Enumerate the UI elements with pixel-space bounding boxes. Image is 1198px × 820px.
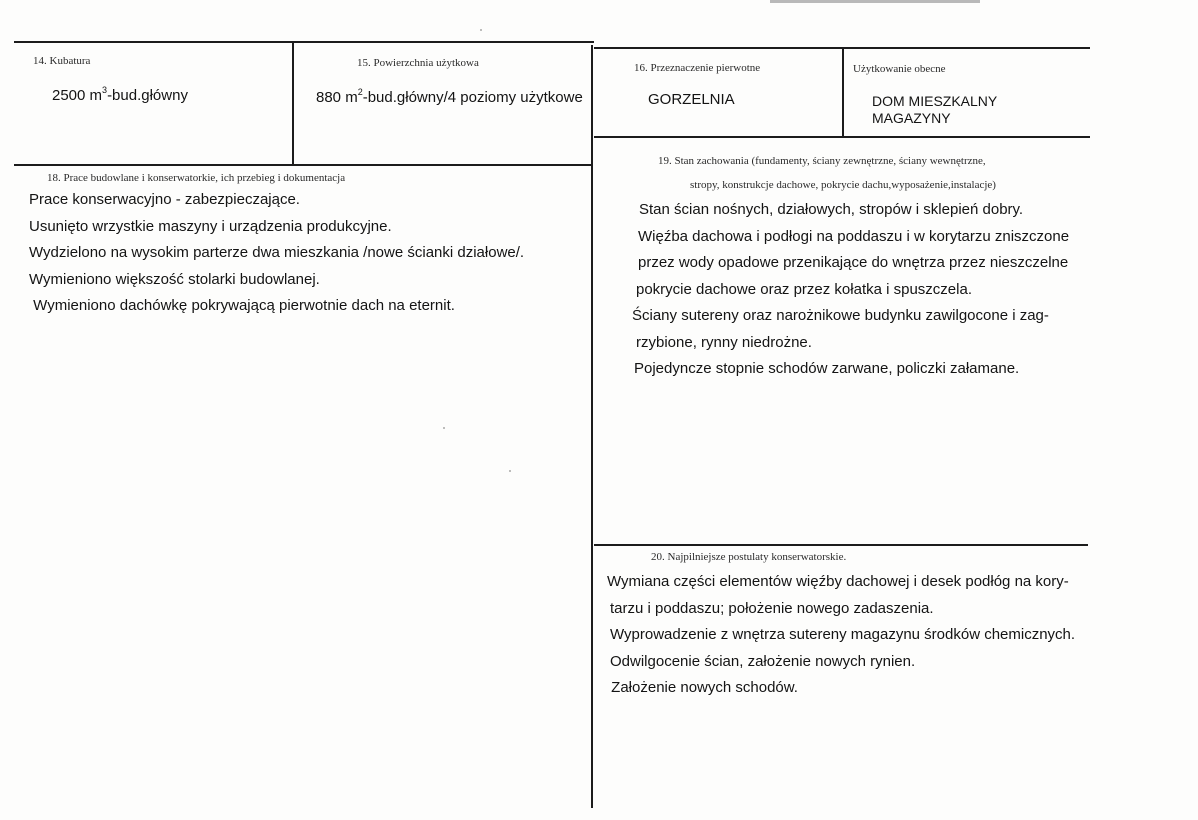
scan-speck bbox=[509, 470, 511, 472]
text-line: Założenie nowych schodów. bbox=[607, 679, 798, 696]
text-line: Odwilgocenie ścian, założenie nowych rynien. bbox=[610, 652, 916, 670]
main-divider bbox=[591, 45, 593, 808]
stan-label-line2: stropy, konstrukcje dachowe, pokrycie dachu,wyposażenie,instalacje) bbox=[690, 179, 996, 191]
prace-label: 18. Prace budowlane i konserwatorkie, ich przebieg i dokumentacja bbox=[47, 172, 346, 184]
text-line: Więźba dachowa i podłogi na poddaszu i w korytarzu zniszczone bbox=[638, 227, 1070, 245]
postulaty-text bbox=[607, 569, 1075, 702]
text-line: Wydzielono na wysokim parterze dwa mieszkania /nowe ścianki działowe/. bbox=[29, 244, 525, 261]
divider-row1-left bbox=[14, 164, 592, 166]
prace-text bbox=[29, 187, 524, 320]
powierzchnia-label: 15. Powierzchnia użytkowa bbox=[357, 57, 479, 69]
scan-speck bbox=[480, 29, 482, 31]
scan-speck bbox=[443, 427, 445, 429]
kubatura-label: 14. Kubatura bbox=[33, 55, 91, 67]
text-line: Pojedyncze stopnie schodów zarwane, policzki załamane. bbox=[634, 360, 1020, 377]
kubatura-value: 2500 $m^3-bud.główny$ bbox=[52, 85, 188, 104]
top-border bbox=[14, 41, 594, 43]
divider-row1-right bbox=[594, 136, 1090, 138]
stan-label-line1: 19. Stan zachowania (fundamenty, ściany zewnętrzne, ściany wewnętrzne, bbox=[658, 155, 986, 167]
text-line: Wymiana części elementów więźby dachowej i desek podłóg na kory- bbox=[607, 573, 1069, 590]
text-line: Ściany sutereny oraz narożnikowe budynku zawilgocone i zag- bbox=[632, 307, 1049, 324]
divider-14-15 bbox=[292, 41, 294, 166]
uzytkowanie-value: DOM MIESZKALNY MAGAZYNY bbox=[872, 93, 998, 126]
stan-text bbox=[632, 197, 1069, 383]
postulaty-label: 20. Najpilniejsze postulaty konserwatorskie. bbox=[651, 551, 847, 563]
text-line: Stan ścian nośnych, działowych, stropów i sklepień dobry. bbox=[639, 201, 1024, 218]
text-line: przez wody opadowe przenikające do wnętrza przez nieszczelne bbox=[638, 254, 1069, 271]
text-line: rzybione, rynny niedrożne. bbox=[636, 333, 812, 351]
divider-section-20 bbox=[594, 544, 1088, 546]
text-line: pokrycie dachowe oraz przez kołatka i spuszczela. bbox=[636, 280, 972, 298]
text-line: Wyprowadzenie z wnętrza sutereny magazynu środków chemicznych. bbox=[610, 626, 1076, 643]
text-line: Prace konserwacyjno - zabezpieczające. bbox=[29, 191, 300, 208]
scan-artifact bbox=[770, 0, 980, 3]
divider-16-obecne bbox=[842, 47, 844, 137]
text-line: Usunięto wrzystkie maszyny i urządzenia produkcyjne. bbox=[29, 217, 392, 235]
text-line: Wymieniono większość stolarki budowlanej. bbox=[29, 270, 320, 288]
uzytkowanie-label: Użytkowanie obecne bbox=[853, 63, 946, 75]
powierzchnia-value: 880 $m^2-bud.główny/4$ poziomy użytkowe bbox=[316, 87, 583, 106]
przeznaczenie-label: 16. Przeznaczenie pierwotne bbox=[634, 62, 761, 74]
przeznaczenie-value: GORZELNIA bbox=[648, 91, 735, 108]
text-line: tarzu i poddaszu; położenie nowego zadaszenia. bbox=[610, 599, 934, 617]
text-line: Wymieniono dachówkę pokrywającą pierwotnie dach na eternit. bbox=[29, 297, 455, 314]
